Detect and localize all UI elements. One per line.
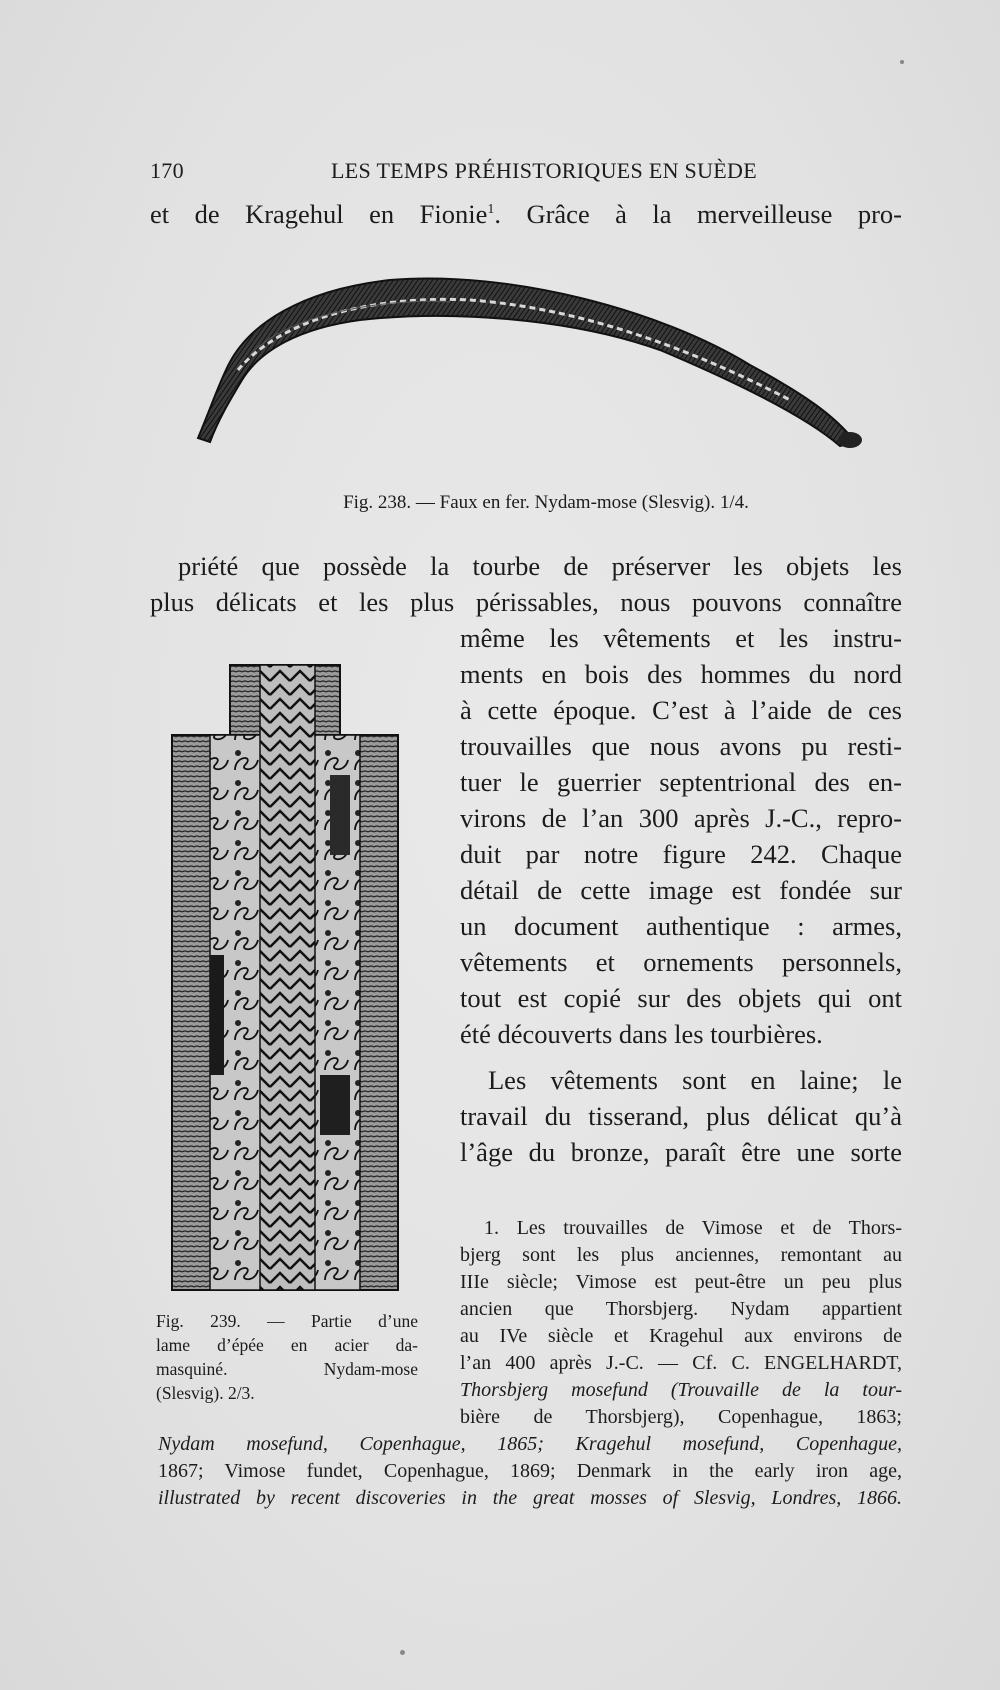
body-line: travail du tisserand, plus délicat qu’à bbox=[460, 1101, 902, 1131]
body-line: plus délicats et les plus périssables, nous pouvons connaître bbox=[150, 587, 902, 617]
body-line: un document authentique : armes, bbox=[460, 911, 902, 941]
body-line: tout est copié sur des objets qui ont bbox=[460, 983, 902, 1013]
body-line: Les vêtements sont en laine; le bbox=[488, 1065, 902, 1095]
body-line: à cette époque. C’est à l’aide de ces bbox=[460, 695, 902, 725]
paper-speck bbox=[400, 1650, 405, 1655]
footnote-line: illustrated by recent discoveries in the great mosses of Slesvig, Londres, 1866. bbox=[158, 1487, 902, 1509]
running-header bbox=[150, 158, 902, 188]
body-line: tuer le guerrier septentrional des en- bbox=[460, 767, 902, 797]
figure-239-caption-line: masquiné. Nydam-mose bbox=[156, 1359, 418, 1379]
footnote-line: 1867; Vimose fundet, Copenhague, 1869; Denmark in the early iron age, bbox=[158, 1460, 902, 1482]
figure-239-caption-line: (Slesvig). 2/3. bbox=[156, 1383, 255, 1403]
footnote-line: bière de Thorsbjerg), Copenhague, 1863; bbox=[460, 1406, 902, 1428]
body-line-top bbox=[150, 192, 902, 232]
body-line: priété que possède la tourbe de préserver les objets les bbox=[178, 551, 902, 581]
scythe-illustration bbox=[190, 270, 870, 480]
body-line: détail de cette image est fondée sur bbox=[460, 875, 902, 905]
figure-239-caption-line: Fig. 239. — Partie d’une bbox=[156, 1311, 418, 1331]
figure-239-caption-line: lame d’épée en acier da- bbox=[156, 1335, 418, 1355]
body-line: trouvailles que nous avons pu resti- bbox=[460, 731, 902, 761]
footnote-line: au IVe siècle et Kragehul aux environs de bbox=[460, 1325, 902, 1347]
body-line: été découverts dans les tourbières. bbox=[460, 1019, 823, 1049]
paper-speck bbox=[900, 60, 904, 64]
top-line-text-after: . Grâce à la merveilleuse pro- bbox=[494, 198, 902, 229]
footnote-mark: 1 bbox=[487, 202, 495, 217]
body-line: vêtements et ornements personnels, bbox=[460, 947, 902, 977]
top-line-text: et de Kragehul en Fionie bbox=[150, 198, 488, 229]
footnote-line: bjerg sont les plus anciennes, remontant au bbox=[460, 1244, 902, 1266]
footnote-line: IIIe siècle; Vimose est peut-être un peu plus bbox=[460, 1271, 902, 1293]
footnote-line: Nydam mosefund, Copenhague, 1865; Kragehul mosefund, Copenhague, bbox=[158, 1433, 902, 1455]
sword-blade-illustration bbox=[170, 655, 410, 1295]
footnote-line: Thorsbjerg mosefund (Trouvaille de la tour- bbox=[460, 1379, 902, 1401]
body-line: duit par notre figure 242. Chaque bbox=[460, 839, 902, 869]
body-line: même les vêtements et les instru- bbox=[460, 623, 902, 653]
body-line: l’âge du bronze, paraît être une sorte bbox=[460, 1137, 902, 1167]
figure-238-caption: Fig. 238. — Faux en fer. Nydam-mose (Slesvig). 1/4. bbox=[343, 492, 749, 513]
running-title: LES TEMPS PRÉHISTORIQUES EN SUÈDE bbox=[331, 158, 757, 183]
body-line: ments en bois des hommes du nord bbox=[460, 659, 902, 689]
page-number: 170 bbox=[150, 158, 184, 183]
body-line: virons de l’an 300 après J.-C., repro- bbox=[460, 803, 902, 833]
footnote-line: l’an 400 après J.-C. — Cf. C. ENGELHARDT, bbox=[460, 1352, 902, 1374]
footnote-line: ancien que Thorsbjerg. Nydam appartient bbox=[460, 1298, 902, 1320]
footnote-line: 1. Les trouvailles de Vimose et de Thors- bbox=[484, 1217, 902, 1239]
